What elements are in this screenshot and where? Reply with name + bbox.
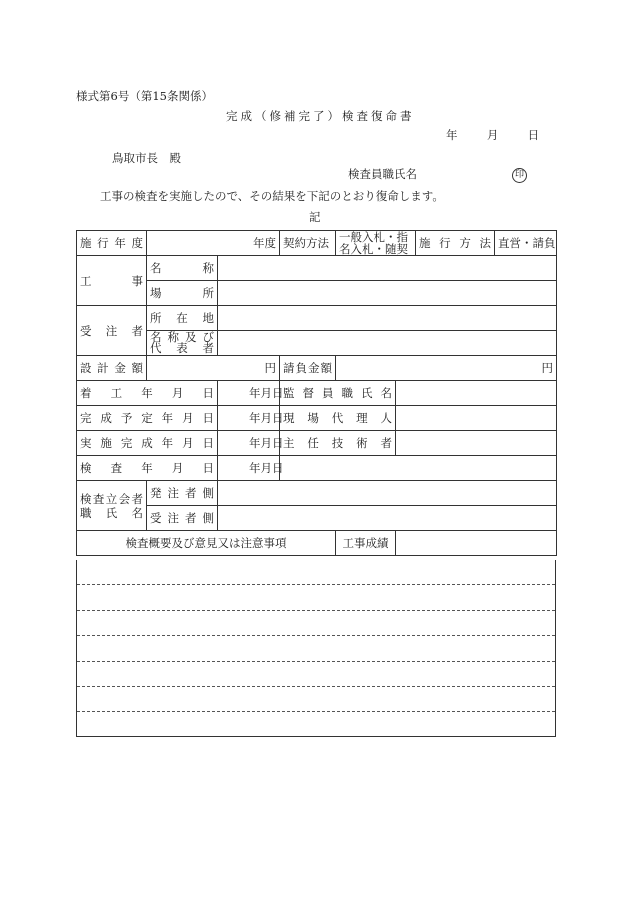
inspection-d: 日 <box>272 461 284 475</box>
start-date-label: 着工年月日 <box>77 381 218 406</box>
note-line <box>77 636 555 661</box>
actual-m: 月 <box>260 436 272 450</box>
form-number: 様式第6号（第15条関係） <box>76 89 213 103</box>
contractor-name-rep-label <box>147 331 218 356</box>
note-line <box>77 712 555 737</box>
orderer-side-field[interactable] <box>218 481 557 506</box>
witness-label-line1: 検査立会者 <box>80 491 143 506</box>
intro-text: 工事の検査を実施したので、その結果を下記のとおり復命します。 <box>100 189 444 203</box>
note-line <box>77 687 555 712</box>
row-fiscal-year <box>77 231 557 256</box>
row-witness-contractor <box>77 506 557 531</box>
contract-amount-label: 請負金額 <box>280 356 336 381</box>
contractor-label: 受注者 <box>77 306 147 356</box>
orderer-side-label: 発注者側 <box>147 481 218 506</box>
contractor-side-field[interactable] <box>218 506 557 531</box>
witness-label <box>77 481 147 531</box>
grade-field[interactable] <box>396 531 557 556</box>
date-month: 月 <box>486 128 499 142</box>
date-year: 年 <box>446 128 458 142</box>
contract-amount-field[interactable] <box>336 356 557 381</box>
date-day: 日 <box>527 128 540 142</box>
supervisor-label: 監督員職氏名 <box>280 381 396 406</box>
planned-y: 年 <box>249 411 261 425</box>
note-line <box>77 585 555 610</box>
summary-label: 検査概要及び意見又は注意事項 <box>77 531 336 556</box>
witness-label-line2: 職 氏 名 <box>80 505 143 520</box>
inspection-date-label: 検査年月日 <box>77 456 218 481</box>
row-construction-place <box>77 281 557 306</box>
design-amount-field[interactable] <box>147 356 280 381</box>
construction-place-field[interactable] <box>218 281 557 306</box>
row-witness-orderer <box>77 481 557 506</box>
construction-name-field[interactable] <box>218 256 557 281</box>
row-construction-name <box>77 256 557 281</box>
contractor-address-field[interactable] <box>218 306 557 331</box>
name-rep-line1: 名称及び <box>150 330 214 344</box>
inspection-date-field[interactable] <box>218 456 284 481</box>
planned-d: 日 <box>272 411 284 425</box>
ki-label: 記 <box>309 210 321 224</box>
site-agent-label: 現場代理人 <box>280 406 396 431</box>
start-date-field[interactable] <box>218 381 284 406</box>
seal-mark: 印 <box>512 168 527 183</box>
chief-engineer-label: 主任技術者 <box>280 431 396 456</box>
row-planned-completion <box>77 406 557 431</box>
supervisor-field[interactable] <box>396 381 557 406</box>
grade-label: 工事成績 <box>336 531 396 556</box>
contractor-address-label: 所在地 <box>147 306 218 331</box>
name-rep-line2: 代表者 <box>150 341 214 355</box>
date-line <box>446 127 539 143</box>
contractor-name-rep-field[interactable] <box>218 331 557 356</box>
planned-completion-field[interactable] <box>218 406 284 431</box>
actual-y: 年 <box>249 436 261 450</box>
inspector-name-label: 検査員職氏名 <box>348 167 417 181</box>
design-amount-label: 設計金額 <box>77 356 147 381</box>
notes-area[interactable] <box>76 560 556 737</box>
contract-method-label: 契約方法 <box>280 231 336 256</box>
document-title: 完成（修補完了）検査復命書 <box>226 109 415 123</box>
row-actual-completion <box>77 431 557 456</box>
planned-m: 月 <box>260 411 272 425</box>
construction-place-label: 場所 <box>147 281 218 306</box>
start-d: 日 <box>272 386 284 400</box>
contract-amount-yen: 円 <box>541 361 553 375</box>
start-y: 年 <box>249 386 261 400</box>
row-contractor-rep <box>77 331 557 356</box>
site-agent-field[interactable] <box>396 406 557 431</box>
construction-label: 工 事 <box>77 256 147 306</box>
row-summary-header <box>77 531 557 556</box>
inspection-y: 年 <box>249 461 261 475</box>
note-line <box>77 611 555 636</box>
inspection-date-blank[interactable] <box>280 456 557 481</box>
addressee: 鳥取市長 殿 <box>112 151 181 165</box>
fiscal-year-unit: 年度 <box>253 236 276 250</box>
design-amount-yen: 円 <box>264 361 276 375</box>
contractor-side-label: 受注者側 <box>147 506 218 531</box>
planned-completion-label: 完成予定年月日 <box>77 406 218 431</box>
actual-completion-label: 実施完成年月日 <box>77 431 218 456</box>
start-m: 月 <box>260 386 272 400</box>
inspection-m: 月 <box>260 461 272 475</box>
execution-method-label: 施行方法 <box>416 231 495 256</box>
fiscal-year-cell[interactable] <box>147 231 280 256</box>
row-inspection-date <box>77 456 557 481</box>
inspection-form-table <box>76 230 557 556</box>
note-line <box>77 560 555 585</box>
actual-completion-field[interactable] <box>218 431 284 456</box>
chief-engineer-field[interactable] <box>396 431 557 456</box>
contract-method-value: 一般入札・指名入札・随契 <box>336 231 416 256</box>
row-start-date <box>77 381 557 406</box>
fiscal-year-label: 施行年度 <box>77 231 147 256</box>
row-contractor-address <box>77 306 557 331</box>
row-amounts <box>77 356 557 381</box>
construction-name-label: 名称 <box>147 256 218 281</box>
execution-method-value: 直営・請負 <box>495 231 557 256</box>
note-line <box>77 662 555 687</box>
actual-d: 日 <box>272 436 284 450</box>
